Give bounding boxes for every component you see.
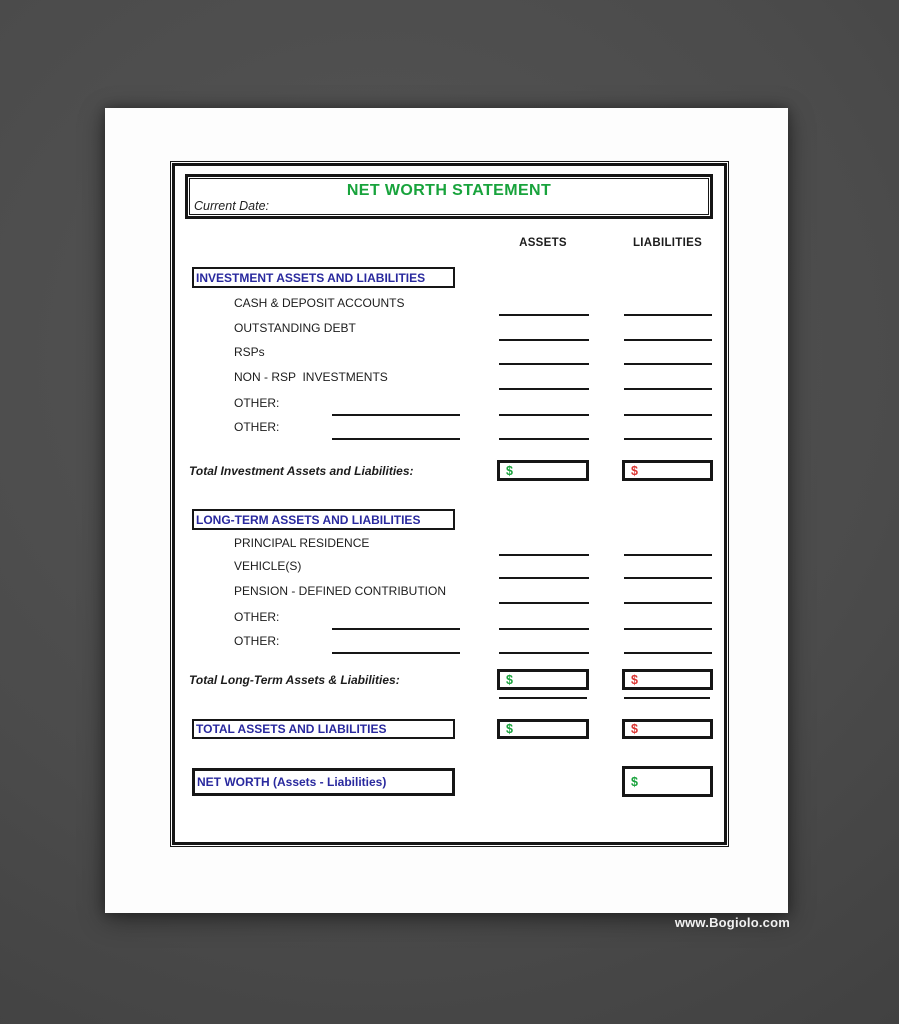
document-page <box>105 108 788 913</box>
dollar-sign: $ <box>506 463 513 478</box>
item-label: VEHICLE(S) <box>234 559 302 573</box>
liabilities-input-line[interactable] <box>624 577 712 579</box>
item-label: OTHER: <box>234 396 280 410</box>
item-label: PENSION - DEFINED CONTRIBUTION <box>234 584 447 598</box>
item-label: PRINCIPAL RESIDENCE <box>234 536 370 550</box>
item-row-outstanding-debt <box>175 317 724 341</box>
liabilities-input-line[interactable] <box>624 314 712 316</box>
assets-input-line[interactable] <box>499 438 589 440</box>
liabilities-input-line[interactable] <box>624 602 712 604</box>
current-date-field[interactable] <box>269 200 429 213</box>
other-description-line[interactable] <box>332 438 460 440</box>
grand-total-header: TOTAL ASSETS AND LIABILITIES <box>192 719 455 739</box>
item-label: OTHER: <box>234 420 280 434</box>
total-long-term-liabilities-box[interactable] <box>622 669 713 690</box>
liabilities-input-line[interactable] <box>624 363 712 365</box>
item-row-other-4 <box>175 630 724 654</box>
total-long-term-label: Total Long-Term Assets & Liabilities: <box>189 672 400 687</box>
title-box-inner <box>189 178 709 215</box>
item-row-non-rsp <box>175 366 724 390</box>
total-investment-label: Total Investment Assets and Liabilities: <box>189 463 414 478</box>
form-title: NET WORTH STATEMENT <box>346 182 552 199</box>
title-box <box>185 174 713 219</box>
net-worth-form <box>172 163 727 845</box>
item-row-principal-residence <box>175 532 724 556</box>
assets-input-line[interactable] <box>499 388 589 390</box>
current-date-row <box>194 199 429 213</box>
item-row-other-1 <box>175 392 724 416</box>
liabilities-column-header: LIABILITIES <box>632 237 703 249</box>
assets-total-rule <box>499 697 587 699</box>
dollar-sign: $ <box>631 774 638 789</box>
dollar-sign: $ <box>506 722 513 736</box>
liabilities-total-rule <box>624 697 710 699</box>
item-row-other-2 <box>175 416 724 440</box>
item-label: OTHER: <box>234 634 280 648</box>
total-investment-assets-box[interactable] <box>497 460 589 481</box>
dollar-sign: $ <box>631 463 638 478</box>
other-description-line[interactable] <box>332 652 460 654</box>
item-label: OTHER: <box>234 610 280 624</box>
item-row-rsps <box>175 341 724 365</box>
dollar-sign: $ <box>631 672 638 687</box>
total-investment-liabilities-box[interactable] <box>622 460 713 481</box>
net-worth-header: NET WORTH (Assets - Liabilities) <box>192 768 455 796</box>
assets-input-line[interactable] <box>499 602 589 604</box>
item-label: OUTSTANDING DEBT <box>234 321 356 335</box>
liabilities-input-line[interactable] <box>624 652 712 654</box>
item-label: NON - RSP INVESTMENTS <box>234 370 388 384</box>
assets-input-line[interactable] <box>499 652 589 654</box>
liabilities-input-line[interactable] <box>624 388 712 390</box>
item-row-pension <box>175 580 724 604</box>
item-row-other-3 <box>175 606 724 630</box>
section-long-term-header: LONG-TERM ASSETS AND LIABILITIES <box>192 509 455 530</box>
liabilities-input-line[interactable] <box>624 438 712 440</box>
current-date-label: Current Date: <box>194 199 270 213</box>
item-label: RSPs <box>234 345 265 359</box>
assets-input-line[interactable] <box>499 363 589 365</box>
assets-column-header: ASSETS <box>519 237 567 249</box>
section-investment-header: INVESTMENT ASSETS AND LIABILITIES <box>192 267 455 288</box>
assets-input-line[interactable] <box>499 577 589 579</box>
item-row-cash-deposit <box>175 292 724 316</box>
item-row-vehicles <box>175 555 724 579</box>
net-worth-value-box[interactable] <box>622 766 713 797</box>
item-label: CASH & DEPOSIT ACCOUNTS <box>234 296 405 310</box>
watermark-url: www.Bogiolo.com <box>674 915 790 930</box>
assets-input-line[interactable] <box>499 314 589 316</box>
total-long-term-assets-box[interactable] <box>497 669 589 690</box>
grand-total-assets-box[interactable] <box>497 719 589 739</box>
grand-total-liabilities-box[interactable] <box>622 719 713 739</box>
dollar-sign: $ <box>631 722 638 736</box>
dollar-sign: $ <box>506 672 513 687</box>
